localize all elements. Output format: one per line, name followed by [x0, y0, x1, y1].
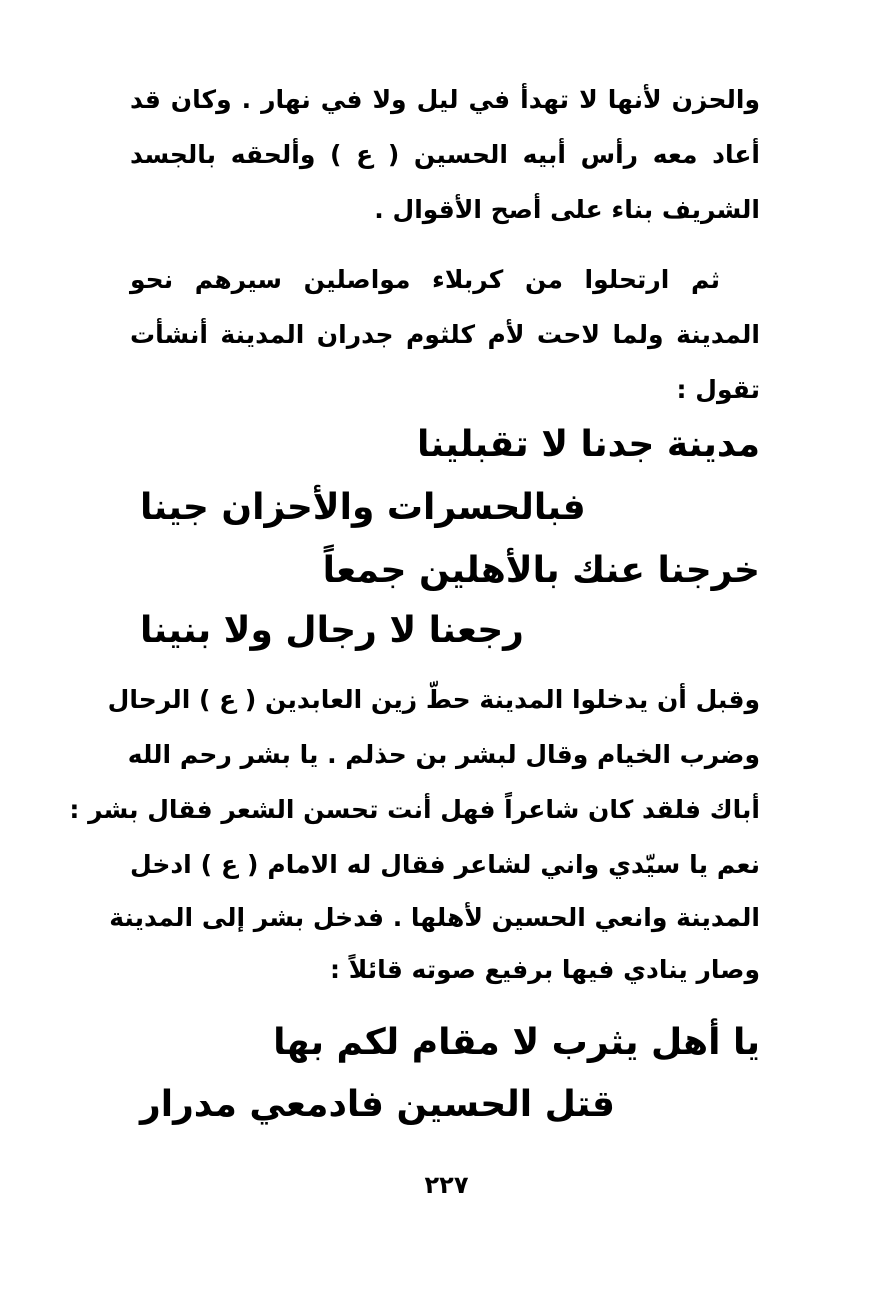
- paragraph-1-line-3: الشريف بناء على أصح الأقوال .: [374, 195, 760, 224]
- page-number: ٢٢٧: [424, 1171, 469, 1199]
- poem-2-verse-2: قتل الحسين فادمعي مدرار: [140, 1084, 615, 1125]
- paragraph-3-line-1: وقبل أن يدخلوا المدينة حطّ زين العابدين ( ع ) الرحال: [107, 685, 760, 714]
- poem-1-verse-3: خرجنا عنك بالأهلين جمعاً: [322, 550, 760, 591]
- paragraph-2-line-1: ثم ارتحلوا من كربلاء مواصلين سيرهم نحو: [130, 265, 720, 294]
- paragraph-2-line-2: المدينة ولما لاحت لأم كلثوم جدران المدينة أنشأت: [130, 320, 760, 349]
- poem-1-verse-2: فبالحسرات والأحزان جينا: [140, 487, 586, 528]
- poem-2-verse-1: يا أهل يثرب لا مقام لكم بها: [273, 1022, 760, 1063]
- paragraph-1-line-1: والحزن لأنها لا تهدأ في ليل ولا في نهار . وكان قد: [130, 85, 760, 114]
- paragraph-3-line-6: وصار ينادي فيها برفيع صوته قائلاً :: [330, 955, 760, 984]
- paragraph-1-line-2: أعاد معه رأس أبيه الحسين ( ع ) وألحقه بالجسد: [130, 140, 760, 169]
- paragraph-3-line-3: أباك فلقد كان شاعراً فهل أنت تحسن الشعر فقال بشر :: [69, 795, 760, 824]
- paragraph-3-line-4: نعم يا سيّدي واني لشاعر فقال له الامام ( ع ) ادخل: [130, 850, 760, 879]
- poem-1-verse-4: رجعنا لا رجال ولا بنينا: [140, 610, 524, 651]
- paragraph-2-line-3: تقول :: [676, 375, 760, 404]
- poem-1-verse-1: مدينة جدنا لا تقبلينا: [416, 424, 760, 465]
- paragraph-3-line-2: وضرب الخيام وقال لبشر بن حذلم . يا بشر رحم الله: [127, 740, 760, 769]
- paragraph-3-line-5: المدينة وانعي الحسين لأهلها . فدخل بشر إلى المدينة: [109, 903, 760, 932]
